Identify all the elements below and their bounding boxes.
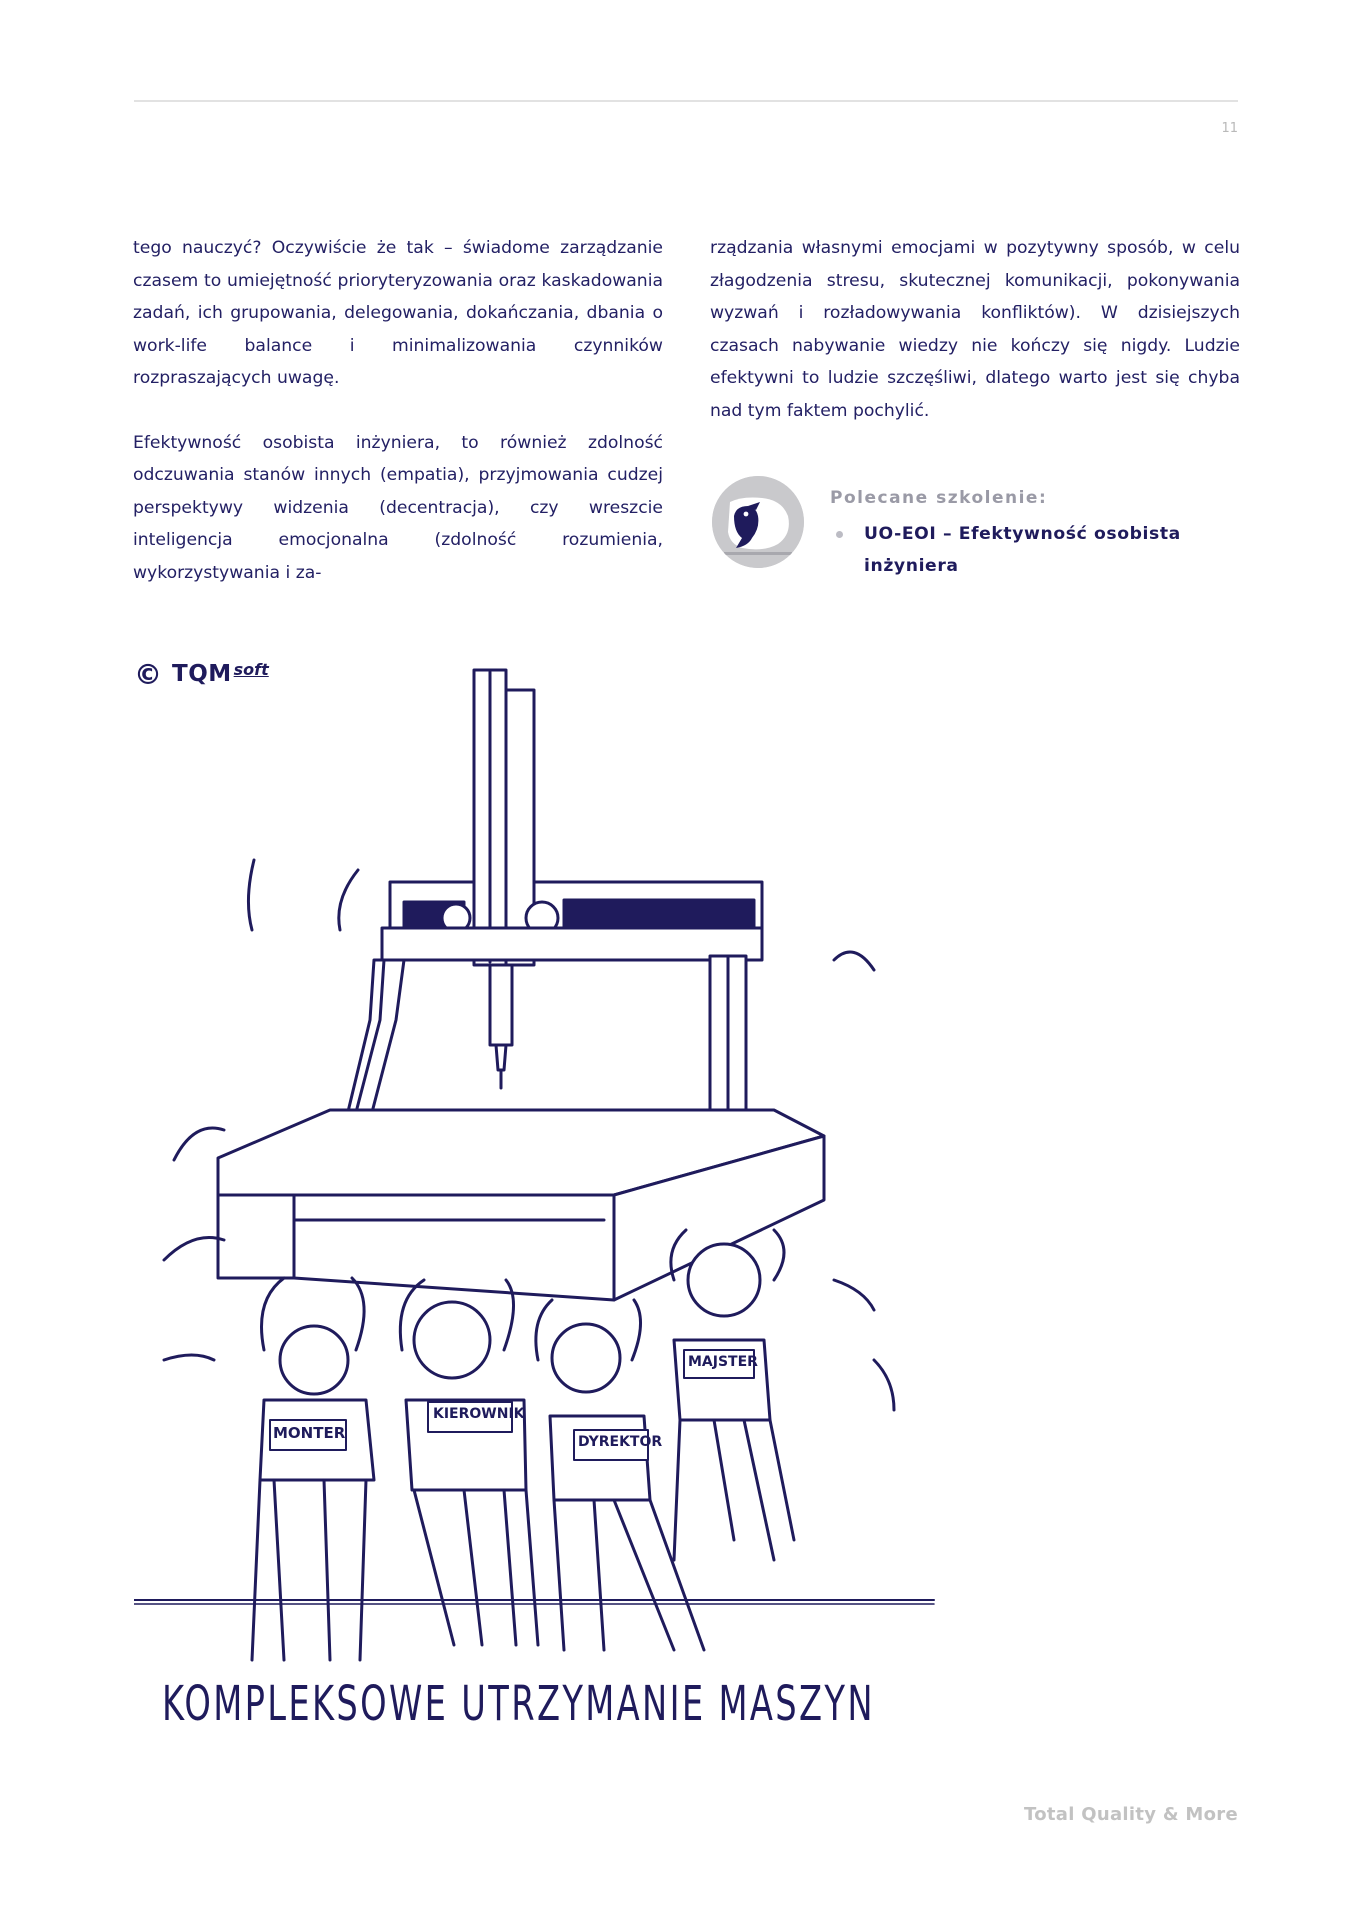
logo-brand: TQM xyxy=(172,661,232,687)
header-rule xyxy=(134,100,1238,102)
left-paragraph-2: Efektywność osobista inżyniera, to również zdolność odczuwania stanów innych (empatia), przyjmowania cudzej perspektywy widzenia (decentracja), czy wreszcie inteligencja emocjonalna (zdolność rozumienia, wykorzystywania i za- xyxy=(133,432,663,583)
copyright-icon: © xyxy=(134,657,162,691)
left-paragraph-1: tego nauczyć? Oczywiście że tak – świadome zarządzanie czasem to umiejętność prioryteryzowania oraz kaskadowania zadań, ich grupowania, delegowania, dokańczania, dbania o work-life balance i minimalizowania czynników rozpraszających uwagę. xyxy=(133,238,663,388)
label-majster: MAJSTER xyxy=(688,1354,758,1370)
right-paragraph-1: rządzania własnymi emocjami w pozytywny sposób, w celu złagodzenia stresu, skutecznej komunikacji, pokonywania wyzwań i rozładowywania konfliktów). W dzisiejszych czasach nabywanie wiedzy nie kończy się nigdy. Ludzie efektywni to ludzie szczęśliwi, dlatego warto jest się chyba nad tym faktem pochylić. xyxy=(710,238,1240,421)
left-column xyxy=(133,232,663,589)
machine-illustration xyxy=(134,657,954,1670)
bird-badge-icon xyxy=(712,476,804,568)
label-monter: MONTER xyxy=(273,1424,346,1442)
training-heading: Polecane szkolenie: xyxy=(830,488,1048,508)
tqm-soft-logo xyxy=(134,656,269,692)
training-item-label[interactable]: UO-EOI – Efektywność osobista inżyniera xyxy=(864,524,1181,576)
label-dyrektor: DYREKTOR xyxy=(578,1434,663,1450)
right-column xyxy=(710,232,1240,427)
page-number: 11 xyxy=(1221,121,1238,136)
illustration-caption: KOMPLEKSOWE UTRZYMANIE MASZYN xyxy=(162,1676,875,1732)
logo-suffix: soft xyxy=(233,659,269,679)
bullet-icon xyxy=(836,531,843,538)
footer-tagline: Total Quality & More xyxy=(1024,1804,1238,1825)
recommended-training xyxy=(710,476,1240,586)
label-kierownik: KIEROWNIK xyxy=(433,1406,525,1422)
